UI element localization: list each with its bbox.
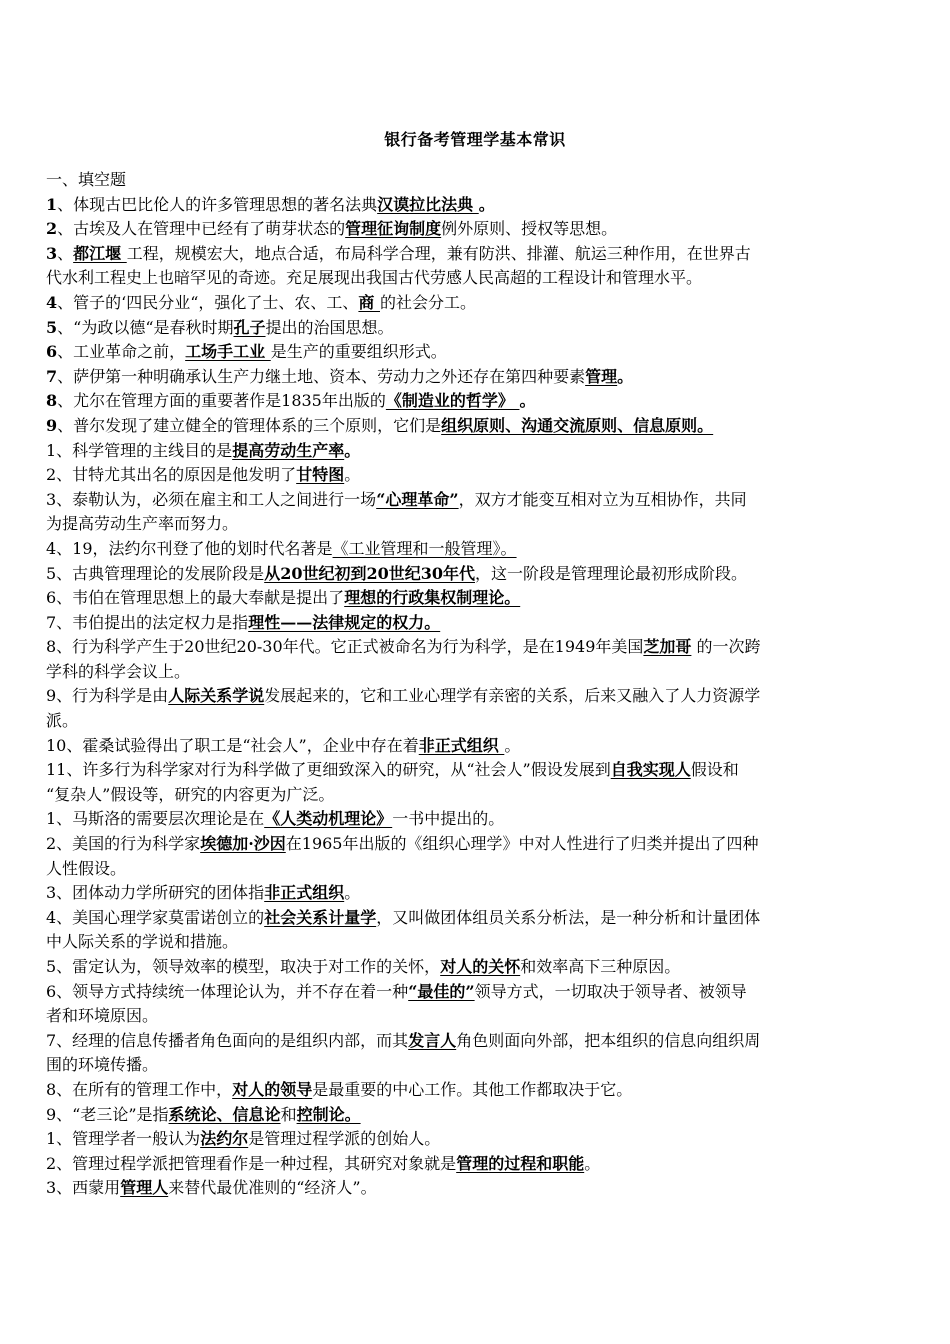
line-text: 、 [57, 243, 74, 263]
line-text: 。 [344, 465, 361, 485]
answer-text: 理想的行政集权制理论。 [344, 588, 521, 608]
line-text: 来替代最优准则的“经济人”。 [168, 1178, 377, 1198]
text-line [46, 660, 908, 685]
line-text: 9、行为科学是由 [46, 686, 169, 706]
line-text: 发展起来的，它和工业心理学有亲密的关系，后来又融入了人力资源学 [264, 686, 761, 706]
line-text: 、普尔发现了建立健全的管理体系的三个原则，它们是 [57, 415, 442, 435]
text-line [46, 414, 908, 439]
line-text: 2、甘特尤其出名的原因是他发明了 [46, 465, 297, 485]
line-text: 3、泰勒认为，必须在雇主和工人之间进行一场 [46, 489, 377, 509]
page-title: 银行备考管理学基本常识 [384, 130, 566, 149]
line-text: 。 [344, 440, 361, 460]
line-text: 中人际关系的学说和措施。 [46, 932, 239, 952]
text-line [46, 955, 908, 980]
text-line [46, 1004, 908, 1029]
line-text: 5 [46, 317, 58, 337]
text-line [46, 1103, 908, 1128]
answer-text: 提高劳动生产率 [232, 440, 345, 460]
text-line [46, 562, 908, 587]
line-text: 是生产的重要组织形式。 [270, 342, 447, 362]
text-line [46, 857, 908, 882]
line-text: 9 [46, 415, 58, 435]
line-text: 5、古典管理理论的发展阶段是 [46, 563, 265, 583]
line-text: 。 [617, 366, 634, 386]
line-text: 8 [46, 391, 58, 411]
line-text: 角色则面向外部，把本组织的信息向组织周 [456, 1030, 761, 1050]
text-line [46, 832, 908, 857]
answer-text: 管理的过程和职能 [456, 1153, 585, 1173]
answer-text: 非正式组织 [418, 735, 505, 755]
text-line [46, 783, 908, 808]
answer-text: 发言人 [408, 1030, 457, 1050]
line-text: 提出的治国思想。 [265, 317, 394, 337]
text-line [46, 242, 908, 267]
line-text: 是管理过程学派的创始人。 [248, 1129, 441, 1149]
answer-text: 控制论。 [296, 1104, 361, 1124]
line-text: 2 [46, 219, 58, 239]
text-line [46, 512, 908, 537]
line-text: 11、许多行为科学家对行为科学做了更细致深入的研究，从“社会人”假设发展到 [46, 760, 611, 780]
answer-text: 法约尔 [200, 1129, 249, 1149]
text-line [46, 389, 908, 414]
answer-text: 社会关系计量学 [264, 907, 377, 927]
line-text: 1 [46, 194, 58, 214]
text-line [46, 1152, 908, 1177]
text-line [46, 217, 908, 242]
line-text: 、“为政以德“是春秋时期 [57, 317, 234, 337]
text-line [46, 537, 908, 562]
line-text: 、工业革命之前， [57, 342, 186, 362]
line-text: 为提高劳动生产率而努力。 [46, 514, 239, 534]
text-line [46, 439, 908, 464]
answer-text: 汉谟拉比法典 [377, 194, 479, 214]
line-text: ，双方才能变互相对立为互相协作，共同 [458, 489, 747, 509]
line-text: 3、团体动力学所研究的团体指 [46, 883, 265, 903]
text-line [46, 881, 908, 906]
line-text: 、管子的‘四民分业“，强化了士、农、工、 [57, 292, 359, 312]
answer-text: 对人的领导 [232, 1079, 313, 1099]
text-line [46, 1029, 908, 1054]
line-text: 在1965年出版的《组织心理学》中对人性进行了归类并提出了四种 [285, 834, 759, 854]
answer-text: 《制造业的哲学》 [385, 391, 520, 411]
answer-text: 《人类动机理论》 [264, 809, 393, 829]
line-text: 7 [46, 366, 58, 386]
line-text: “复杂人”假设等，研究的内容更为广泛。 [46, 784, 335, 804]
line-text: 《工业管理和一般管理》。 [332, 538, 517, 558]
answer-text: 都江堰 [73, 243, 127, 263]
answer-text: 从20世纪初到20世纪30年代 [264, 563, 475, 583]
text-line [46, 734, 908, 759]
line-text: 、古埃及人在管理中已经有了萌芽状态的 [57, 219, 346, 239]
answer-text: 芝加哥 [643, 637, 692, 657]
line-text: 5、雷定认为，领导效率的模型，取决于对工作的关怀， [46, 957, 441, 976]
line-text: 1、马斯洛的需要层次理论是在 [46, 809, 265, 829]
line-text: 9、“老三论”是指 [46, 1104, 169, 1124]
answer-text: 埃德加·沙因 [200, 834, 286, 854]
line-text: 6、领导方式持续统一体理论认为，并不存在着一种 [46, 981, 409, 1001]
line-text: 。 [584, 1153, 601, 1173]
text-line [46, 365, 908, 390]
answer-text: 管理人 [120, 1178, 169, 1198]
answer-text: 非正式组织 [264, 883, 345, 903]
line-text: 的社会分工。 [380, 292, 477, 312]
line-text: 。 [519, 391, 536, 411]
line-text: 3、西蒙用 [46, 1178, 121, 1198]
answer-text: 商 [358, 292, 380, 312]
document-body [46, 168, 908, 1201]
line-text: 。 [504, 735, 521, 755]
line-text: 和 [280, 1104, 297, 1124]
line-text: ，又叫做团体组员关系分析法，是一种分析和计量团体 [376, 907, 761, 927]
text-line [46, 1053, 908, 1078]
text-line [46, 980, 908, 1005]
line-text: 8、行为科学产生于20世纪20-30年代。它正式被命名为行为科学，是在1949年美国 [46, 637, 644, 657]
answer-text: 组织原则、沟通交流原则、信息原则。 [441, 415, 714, 435]
text-line [46, 1127, 908, 1152]
line-text: 围的环境传播。 [46, 1055, 159, 1075]
line-text: 、尤尔在管理方面的重要著作是1835年出版的 [57, 391, 386, 411]
line-text: 1、管理学者一般认为 [46, 1129, 201, 1149]
line-text: 者和环境原因。 [46, 1006, 159, 1026]
text-line [46, 586, 908, 611]
line-text: 2、管理过程学派把管理看作是一种过程，其研究对象就是 [46, 1153, 457, 1173]
text-line [46, 340, 908, 365]
answer-text: 工场手工业 [185, 342, 271, 362]
line-text: 。 [478, 194, 495, 214]
line-text: 代水利工程史上也暗罕见的奇迹。充足展现出我国古代劳感人民高超的工程设计和管理水平。 [46, 268, 703, 288]
text-line [46, 463, 908, 488]
line-text: 1、科学管理的主线目的是 [46, 440, 233, 460]
line-text: 、萨伊第一种明确承认生产力继土地、资本、劳动力之外还存在第四种要素 [57, 366, 586, 386]
line-text: 的一次跨 [691, 637, 761, 657]
line-text: 4 [46, 292, 58, 312]
line-text: 6、韦伯在管理思想上的最大奉献是提出了 [46, 588, 345, 608]
text-line [46, 611, 908, 636]
line-text: 学科的科学会议上。 [46, 661, 191, 681]
section-heading: 一、填空题 [46, 170, 127, 189]
text-line [46, 1176, 908, 1201]
answer-text: “心理革命” [376, 489, 459, 509]
answer-text: 甘特图 [296, 465, 345, 485]
text-line [46, 930, 908, 955]
line-text: 4、美国心理学家莫雷诺创立的 [46, 907, 265, 927]
line-text: 工程，规模宏大，地点合适，布局科学合理，兼有防洪、排灌、航运三种作用，在世界古 [126, 243, 751, 263]
text-line [46, 684, 908, 709]
answer-text: 孔子 [233, 317, 266, 337]
line-text: 8、在所有的管理工作中， [46, 1079, 233, 1099]
text-line [46, 709, 908, 734]
line-text: 、体现古巴比伦人的许多管理思想的著名法典 [57, 194, 378, 214]
line-text: 是最重要的中心工作。其他工作都取决于它。 [312, 1079, 633, 1099]
answer-text: 对人的关怀 [440, 957, 521, 976]
line-text: 人性假设。 [46, 858, 127, 878]
text-line [46, 906, 908, 931]
line-text: 2、美国的行为科学家 [46, 834, 201, 854]
text-line [46, 758, 908, 783]
line-text: 领导方式，一切取决于领导者、被领导 [474, 981, 747, 1001]
line-text: 。 [344, 883, 361, 903]
line-text: 和效率高下三种原因。 [520, 957, 681, 976]
text-line [46, 266, 908, 291]
answer-text: 理性——法律规定的权力。 [248, 612, 441, 632]
line-text: 一书中提出的。 [392, 809, 505, 829]
answer-text: 人际关系学说 [168, 686, 265, 706]
answer-text: 系统论、信息论 [168, 1104, 281, 1124]
answer-text: 管理 [585, 366, 618, 386]
text-line [46, 1078, 908, 1103]
text-line [46, 316, 908, 341]
text-line [46, 291, 908, 316]
text-line [46, 488, 908, 513]
text-line [46, 807, 908, 832]
text-line [46, 635, 908, 660]
answer-text: “最佳的” [408, 981, 475, 1001]
line-text: ，这一阶段是管理理论最初形成阶段。 [475, 563, 748, 583]
text-line [46, 193, 908, 218]
line-text: 假设和 [690, 760, 739, 780]
line-text: 7、经理的信息传播者角色面向的是组织内部，而其 [46, 1030, 409, 1050]
line-text: 3 [46, 243, 58, 263]
answer-text: 管理征询制度 [345, 219, 442, 239]
line-text: 7、韦伯提出的法定权力是指 [46, 612, 249, 632]
line-text: 例外原则、授权等思想。 [441, 219, 618, 239]
line-text: 4、19，法约尔刊登了他的划时代名著是 [46, 538, 333, 558]
line-text: 6 [46, 342, 58, 362]
line-text: 10、霍桑试验得出了职工是“社会人”，企业中存在着 [46, 735, 419, 755]
answer-text: 自我实现人 [610, 760, 691, 780]
line-text: 派。 [46, 711, 79, 731]
